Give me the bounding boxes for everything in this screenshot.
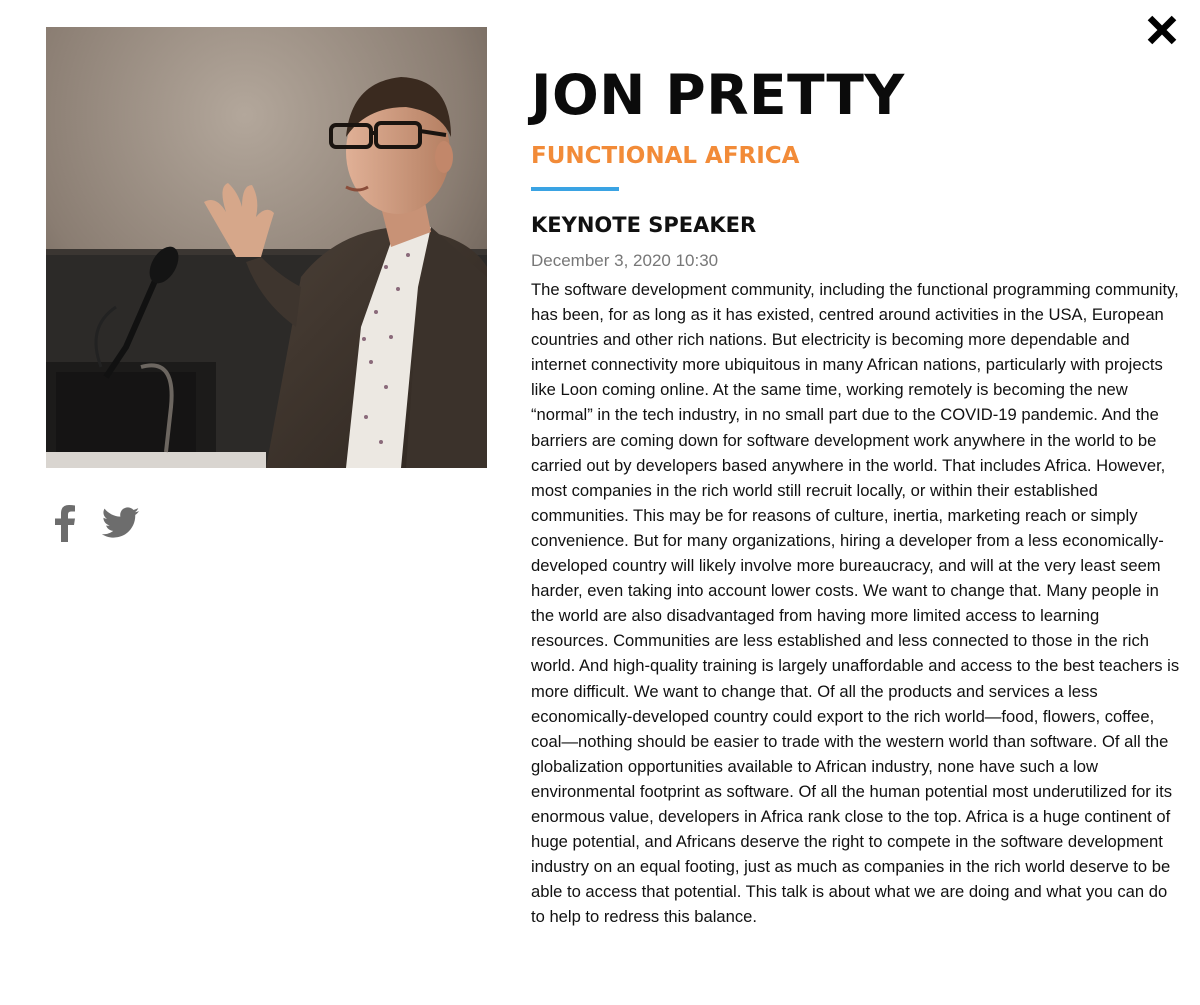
close-button[interactable]	[1144, 12, 1180, 48]
talk-description: The software development community, including the functional programming community, has been, for as long as it has existed, centred around activities in the USA, European countries and other rich nations. But electricity is becoming more dependable and internet connectivity more ubiquitous in many African nations, particularly with projects like Loon coming online. At the same time, working remotely is becoming the new “normal” in the tech industry, in no small part due to the COVID-19 pandemic. And the barriers are coming down for software development work anywhere in the world to be carried out by developers based anywhere in the world. That includes Africa. However, most companies in the rich world still recruit locally, or within their established communities. This may be for reasons of culture, inertia, marketing reach or simply convenience. But for many organizations, hiring a developer from a less economically-developed country will likely involve more bureaucracy, and will at the very least seem harder, even taking into account lower costs. We want to change that. Many people in the world are also disadvantaged from having more limited access to learning resources. Communities are less established and less connected to those in the rich world. And high-quality training is largely unaffordable and access to the best teachers is more difficult. We want to change that. Of all the products and services a less economically-developed country could export to the rich world—food, flowers, coffee, coal—nothing should be easier to trade with the western world than software. Of all the globalization opportunities available to African industry, none have such a low environmental footprint as software. Of all the human potential most underutilized for its enormous value, developers in Africa rank close to the top. Africa is a huge continent of huge potential, and Africans deserve the right to compete in the software development industry on an equal footing, just as much as companies in the rich world deserve to be able to access that potential. This talk is about what we are doing and what you can do to help to redress this balance.	[531, 280, 1180, 927]
speaker-role: KEYNOTE SPEAKER	[531, 213, 757, 237]
speaker-organization: FUNCTIONAL AFRICA	[531, 143, 800, 169]
social-links	[54, 504, 140, 542]
close-icon	[1144, 12, 1180, 48]
twitter-icon[interactable]	[102, 507, 140, 539]
speaker-details	[531, 62, 1181, 929]
speaker-name: JON PRETTY	[531, 63, 905, 127]
accent-divider	[531, 187, 619, 191]
facebook-icon[interactable]	[54, 504, 76, 542]
speaker-photo	[46, 27, 487, 468]
session-datetime: December 3, 2020 10:30	[531, 251, 719, 270]
